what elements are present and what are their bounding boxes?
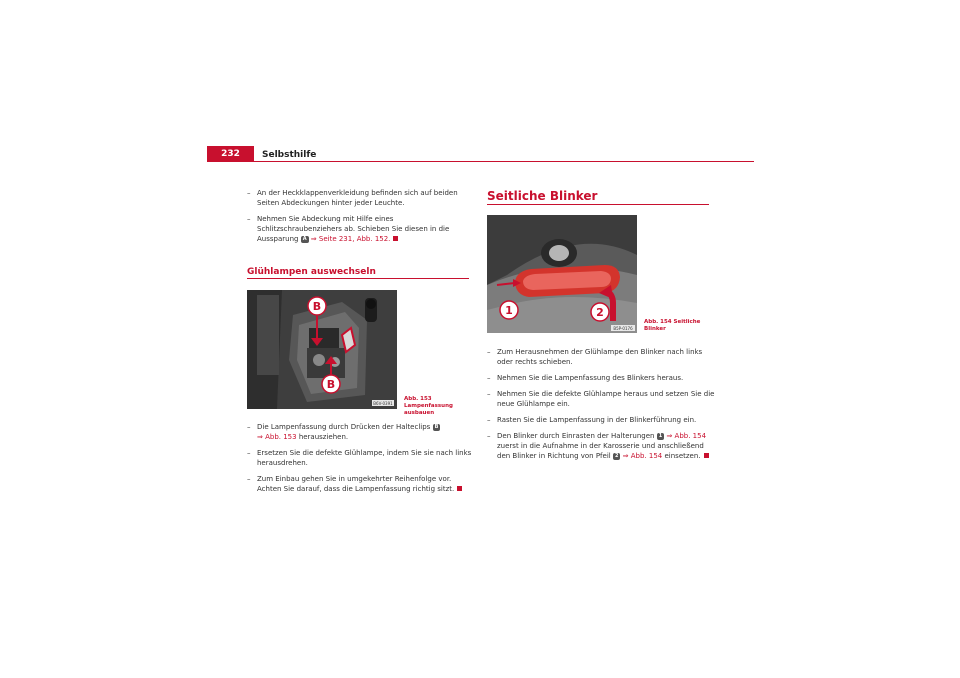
end-mark <box>457 486 462 491</box>
lamp-socket-illustration <box>247 290 397 409</box>
callout-badge-1: 1 <box>658 433 663 439</box>
lamp-step-1-text-end: herausziehen. <box>298 433 349 441</box>
indicator-step-3-text: Nehmen Sie die defekte Glühlampe heraus und setzen Sie die neue Glühlampe ein. <box>497 390 715 408</box>
heading-underline <box>487 204 709 205</box>
figure-154 <box>487 215 637 333</box>
indicator-step-2-text: Nehmen Sie die Lampenfassung des Blinkers heraus. <box>497 374 684 382</box>
lamp-step-2: – Ersetzen Sie die defekte Glühlampe, indem Sie sie nach links herausdrehen. <box>247 449 472 467</box>
lamp-step-3: – Zum Einbau gehen Sie in umgekehrter Reihenfolge vor. Achten Sie darauf, dass die Lampenfassung richtig sitzt. <box>247 474 472 494</box>
callout-b-bottom: B <box>326 378 336 391</box>
end-mark <box>704 453 709 458</box>
link-abb-154[interactable]: ⇒ Abb. 154 <box>666 432 707 440</box>
lamp-step-1: – Die Lampenfassung durch Drücken der Halteclips B ⇒ Abb. 153 herausziehen. <box>247 423 439 441</box>
intro-step-2-text: Nehmen Sie Abdeckung mit Hilfe eines Schlitzschraubenziehers ab. Schieben Sie diesen in die Aussparung <box>257 215 450 243</box>
indicator-step-5-text-c: einsetzen. <box>664 452 701 460</box>
lamp-step-1-text: Die Lampenfassung durch Drücken der Halteclips <box>257 423 431 431</box>
link-abb-152[interactable]: Abb. 152. <box>356 235 391 243</box>
indicator-step-4-text: Rasten Sie die Lampenfassung in der Blinkerführung ein. <box>497 416 697 424</box>
indicator-step-2: – Nehmen Sie die Lampenfassung des Blinkers heraus. <box>487 373 715 383</box>
figure-154-code: B5P-0176 <box>613 326 633 331</box>
link-seite-231[interactable]: ⇒ Seite 231, <box>310 235 355 243</box>
section-title: Selbsthilfe <box>262 150 317 160</box>
intro-step-2: – Nehmen Sie Abdeckung mit Hilfe eines Schlitzschraubenziehers ab. Schieben Sie diesen in die Aussparung A ⇒ Seite 231, Abb. 152. <box>247 215 450 243</box>
end-mark <box>393 236 398 241</box>
callout-badge-2: 2 <box>614 453 619 459</box>
header-divider <box>207 161 754 162</box>
heading-gluehlampen: Glühlampen auswechseln <box>247 267 376 277</box>
side-indicator-illustration <box>487 215 637 333</box>
indicator-step-1-text: Zum Herausnehmen der Glühlampe den Blinker nach links oder rechts schieben. <box>497 348 703 366</box>
indicator-step-5: – Den Blinker durch Einrasten der Halterungen 1 ⇒ Abb. 154 zuerst in die Aufnahme in der Karosserie und anschließend den Blinker in Richtung von Pfeil 2 ⇒ Abb. 154 einsetzen. <box>487 431 715 461</box>
indicator-step-3: – Nehmen Sie die defekte Glühlampe heraus und setzen Sie die neue Glühlampe ein. <box>487 390 715 408</box>
figure-153-code: B6V-0391 <box>373 401 393 406</box>
indicator-step-5-text: Den Blinker durch Einrasten der Halterungen <box>497 432 655 440</box>
indicator-step-4: – Rasten Sie die Lampenfassung in der Blinkerführung ein. <box>487 415 715 425</box>
heading-seitliche-blinker: Seitliche Blinker <box>487 189 598 203</box>
heading-underline <box>247 278 469 279</box>
link-abb-153[interactable]: ⇒ Abb. 153 <box>257 433 297 441</box>
indicator-step-5-text-b: zuerst in die Aufnahme in der Karosserie und anschließend den Blinker in Richtung von Pfeil <box>497 442 704 460</box>
callout-badge-a: A <box>302 236 307 242</box>
figure-153 <box>247 290 397 409</box>
callout-2: 2 <box>596 306 604 319</box>
lamp-step-2-text: Ersetzen Sie die defekte Glühlampe, indem Sie sie nach links herausdrehen. <box>257 449 472 467</box>
callout-b-top: B <box>312 300 322 313</box>
page-number: 232 <box>207 146 254 162</box>
figure-153-caption: Abb. 153 Lampenfassung ausbauen <box>404 396 453 416</box>
figure-154-caption: Abb. 154 Seitliche Blinker <box>644 319 701 332</box>
callout-1: 1 <box>505 304 513 317</box>
intro-step-1: – An der Heckklappenverkleidung befinden sich auf beiden Seiten Abdeckungen hinter jeder Leuchte. <box>247 188 472 208</box>
lamp-step-3-text: Zum Einbau gehen Sie in umgekehrter Reihenfolge vor. Achten Sie darauf, dass die Lampenfassung richtig sitzt. <box>257 475 455 493</box>
link-abb-154-2[interactable]: ⇒ Abb. 154 <box>622 452 663 460</box>
indicator-step-1: – Zum Herausnehmen der Glühlampe den Blinker nach links oder rechts schieben. <box>487 347 715 367</box>
callout-badge-b: B <box>434 424 439 430</box>
intro-step-1-text: An der Heckklappenverkleidung befinden sich auf beiden Seiten Abdeckungen hinter jeder Leuchte. <box>257 189 458 207</box>
